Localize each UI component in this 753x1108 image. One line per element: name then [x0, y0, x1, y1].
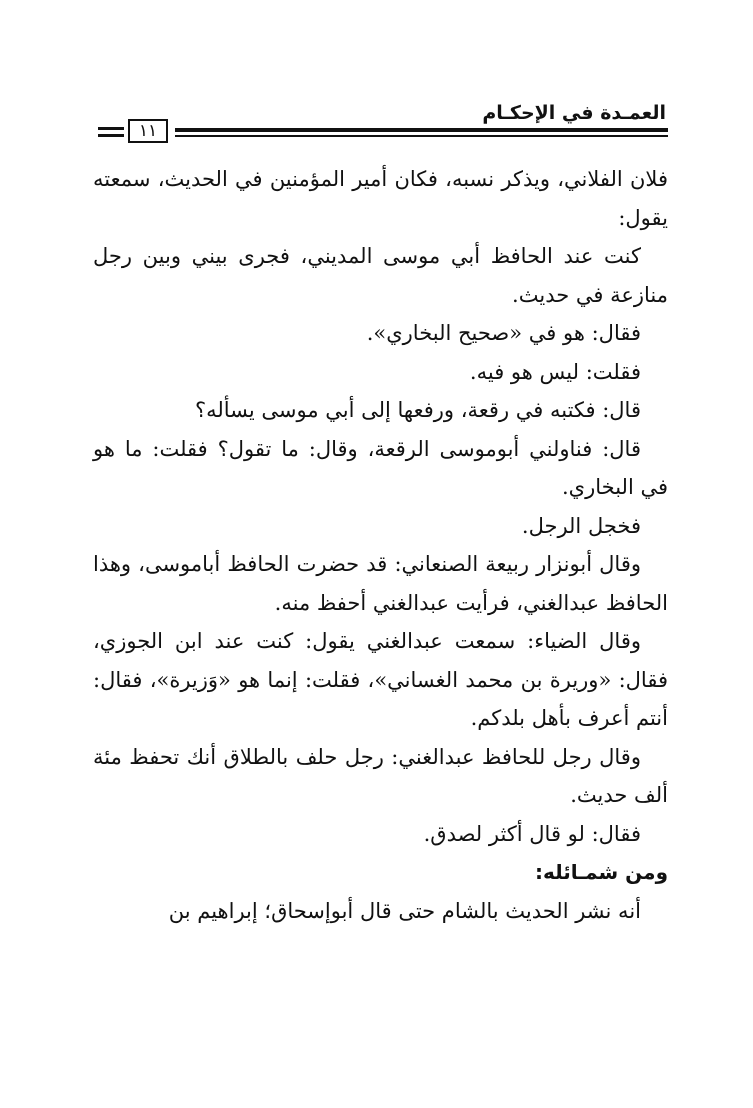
body-text	[93, 160, 668, 930]
running-title: العمـدة في الإحكـام	[482, 102, 666, 124]
paragraph: قال: فناولني أبوموسى الرقعة، وقال: ما تقول؟ فقلت: ما هو في البخاري.	[93, 436, 668, 499]
paragraph: قال: فكتبه في رقعة، ورفعها إلى أبي موسى يسأله؟	[194, 398, 641, 422]
paragraph: كنت عند الحافظ أبي موسى المديني، فجرى بيني وبين رجل منازعة في حديث.	[93, 244, 668, 307]
paragraph: فقلت: ليس هو فيه.	[469, 359, 641, 384]
header-rule-stub	[98, 127, 124, 130]
paragraph: أنه نشر الحديث بالشام حتى قال أبوإسحاق؛ إبراهيم بن	[168, 898, 641, 923]
header-rule-thick	[175, 128, 668, 132]
paragraph: وقال أبونزار ربيعة الصنعاني: قد حضرت الحافظ أباموسى، وهذا الحافظ عبدالغني، فرأيت عبدالغني أحفظ منه.	[93, 552, 668, 615]
paragraph: وقال رجل للحافظ عبدالغني: رجل حلف بالطلاق أنك تحفظ مئة ألف حديث.	[93, 744, 668, 807]
page-header	[95, 100, 668, 150]
section-heading: ومن شمـائله:	[535, 860, 668, 884]
paragraph: وقال الضياء: سمعت عبدالغني يقول: كنت عند ابن الجوزي، فقال: «وريرة بن محمد الغساني»، فقلت: إنما هو «وَزيرة»، فقال: أنتم أعرف بأهل بلدكم.	[93, 629, 668, 730]
header-rule-stub	[98, 134, 124, 137]
header-rule-thin	[175, 135, 668, 137]
paragraph: فلان الفلاني، ويذكر نسبه، فكان أمير المؤمنين في الحديث، سمعته يقول:	[93, 167, 668, 230]
paragraph: فقال: هو في «صحيح البخاري».	[366, 321, 641, 345]
paragraph: فخجل الرجل.	[521, 513, 641, 538]
paragraph: فقال: لو قال أكثر لصدق.	[423, 821, 641, 846]
page-number: ١١	[128, 119, 168, 143]
